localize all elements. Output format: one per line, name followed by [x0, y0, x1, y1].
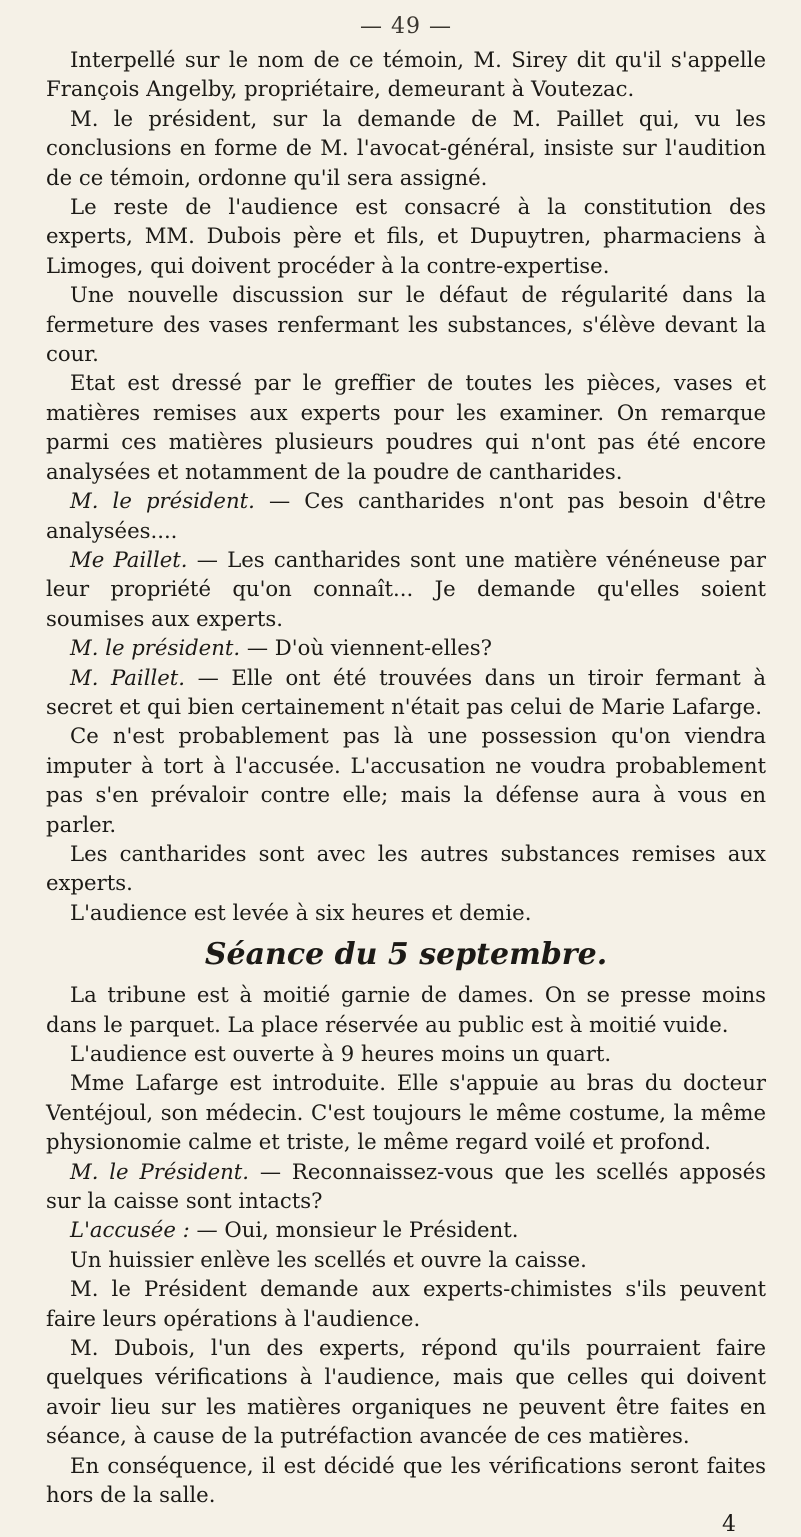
- paragraph: Mme Lafarge est introduite. Elle s'appuie au bras du docteur Ventéjoul, son médecin. C'est toujours le même costume, la même physionomie calme et triste, le même regard voilé et profond.: [46, 1070, 766, 1155]
- speech: — Oui, monsieur le Président.: [189, 1217, 519, 1243]
- paragraph: Un huissier enlève les scellés et ouvre la caisse.: [70, 1246, 587, 1272]
- section-heading: Séance du 5 septembre.: [204, 937, 608, 973]
- dialogue-line: [46, 1215, 766, 1244]
- paragraph: Etat est dressé par le greffier de toutes les pièces, vases et matières remises aux experts pour les examiner. On remarque parmi ces matières plusieurs poudres qui n'ont pas été encore analysées et notamment de la poudre de cantharides.: [46, 370, 766, 484]
- dialogue-line: [46, 663, 766, 722]
- speaker: M. le président.: [70, 635, 241, 661]
- paragraph: Le reste de l'audience est consacré à la constitution des experts, MM. Dubois père et fils, et Dupuytren, pharmaciens à Limoges, qui doivent procéder à la contre-expertise.: [46, 194, 766, 278]
- paragraph: Les cantharides sont avec les autres substances remises aux experts.: [46, 840, 766, 896]
- speaker: M. le président.: [70, 488, 255, 514]
- paragraph: M. le président, sur la demande de M. Paillet qui, vu les conclusions en forme de M. l'avocat-général, insiste sur l'audition de ce témoin, ordonne qu'il sera assigné.: [46, 105, 766, 190]
- signature-mark: 4: [722, 1511, 736, 1537]
- speech: — Reconnaissez-vous que les scellés apposés sur la caisse sont intacts?: [46, 1158, 766, 1214]
- paragraph: Interpellé sur le nom de ce témoin, M. Sirey dit qu'il s'appelle François Angelby, propriétaire, demeurant à Voutezac.: [46, 47, 766, 102]
- speaker: L'accusée :: [70, 1217, 190, 1243]
- paragraph: Ce n'est probablement pas là une possession qu'on viendra imputer à tort à l'accusée. L'accusation ne voudra probablement pas s'en prévaloir contre elle; mais la défense aura à vous en parler.: [46, 723, 766, 837]
- paragraph: M. Dubois, l'un des experts, répond qu'ils pourraient faire quelques vérifications à l'audience, mais que celles qui doivent avoir lieu sur les matières organiques ne peuvent être faites en séance, à cause de la putréfaction avancée de ces matières.: [46, 1335, 766, 1449]
- speech: — Elle ont été trouvées dans un tiroir fermant à secret et qui bien certainement n'était pas celui de Marie Lafarge.: [46, 664, 766, 719]
- speech: — Ces cantharides n'ont pas besoin d'être analysées....: [46, 488, 767, 543]
- speaker: M. Paillet.: [70, 664, 186, 690]
- paragraph: Une nouvelle discussion sur le défaut de régularité dans la fermeture des vases renfermant les substances, s'élève devant la cour.: [46, 282, 766, 367]
- speech: — Les cantharides sont une matière vénéneuse par leur propriété qu'on connaît... Je demande qu'elles soient soumises aux experts.: [46, 546, 766, 631]
- paragraph: L'audience est levée à six heures et demie.: [70, 899, 532, 925]
- paragraph: La tribune est à moitié garnie de dames. On se presse moins dans le parquet. La place réservée au public est à moitié vuide.: [46, 982, 766, 1037]
- paragraph: En conséquence, il est décidé que les vérifications seront faites hors de la salle.: [46, 1452, 766, 1508]
- page-number: — 49 —: [360, 14, 452, 39]
- speech: — D'où viennent-elles?: [240, 635, 492, 661]
- dialogue-line: [46, 633, 766, 662]
- dialogue-line: [46, 545, 766, 633]
- paragraph: L'audience est ouverte à 9 heures moins un quart.: [70, 1041, 612, 1066]
- dialogue-line: [46, 1157, 766, 1216]
- paragraph: M. le Président demande aux experts-chimistes s'ils peuvent faire leurs opérations à l'audience.: [46, 1276, 766, 1331]
- speaker: Me Paillet.: [70, 546, 188, 572]
- page: [46, 14, 766, 1537]
- dialogue-line: [46, 486, 766, 545]
- speaker: M. le Président.: [70, 1158, 250, 1184]
